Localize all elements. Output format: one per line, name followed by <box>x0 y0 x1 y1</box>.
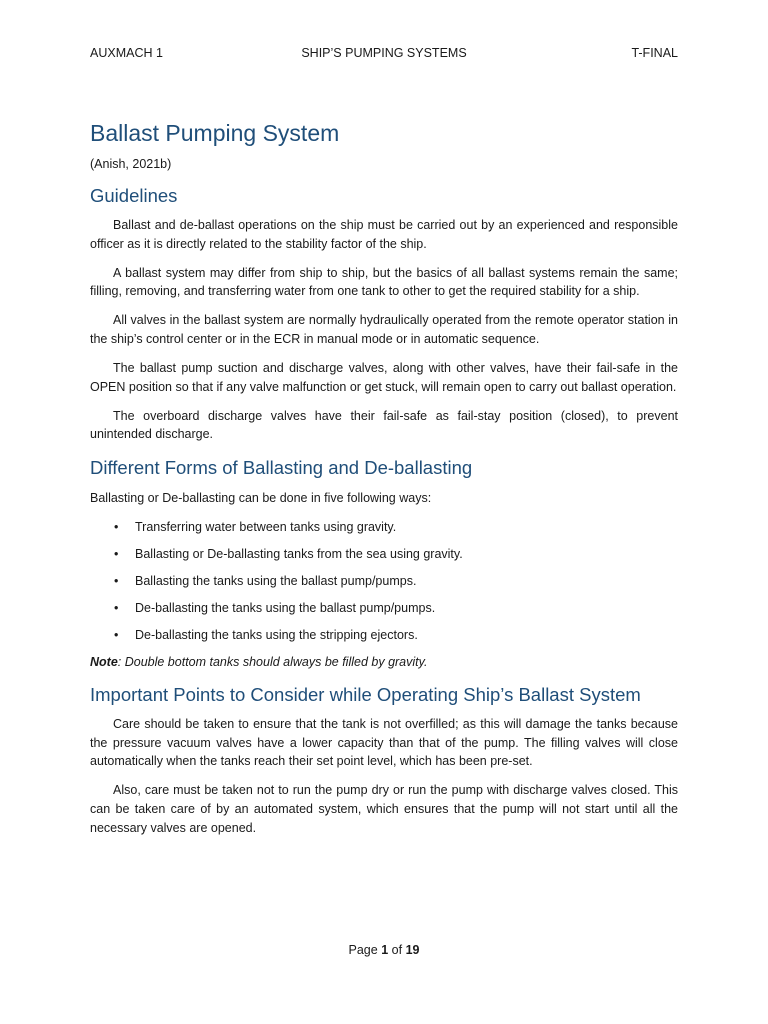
bullet-icon: • <box>114 628 119 643</box>
guidelines-paragraph: The overboard discharge valves have their fail-safe as fail-stay position (closed), to prevent unintended discharge. <box>90 408 678 442</box>
points-paragraph: Care should be taken to ensure that the tank is not overfilled; as this will damage the tanks because the pressure vacuum valves have a lower capacity than that of the pump. The filling valves will close automatically when the tanks reach their set point level, which has been pre-set. <box>90 717 678 769</box>
footer-current-page: 1 <box>381 943 389 957</box>
bullet-icon: • <box>114 546 119 561</box>
page-header <box>90 46 678 64</box>
forms-list <box>90 518 678 645</box>
header-term: T-FINAL <box>631 46 678 60</box>
note-text: : Double bottom tanks should always be filled by gravity. <box>117 655 428 670</box>
header-document-title: SHIP’S PUMPING SYSTEMS <box>301 46 467 60</box>
list-item-text: Ballasting or De-ballasting tanks from the sea using gravity. <box>135 546 463 561</box>
list-item-text: De-ballasting the tanks using the stripping ejectors. <box>135 628 418 643</box>
list-item-text: Transferring water between tanks using gravity. <box>135 519 397 534</box>
page-title: Ballast Pumping System <box>90 120 340 146</box>
page-footer <box>0 943 768 957</box>
bullet-icon: • <box>114 573 119 588</box>
bullet-icon: • <box>114 519 119 534</box>
list-item <box>90 545 678 564</box>
heading-guidelines: Guidelines <box>90 185 178 206</box>
guidelines-paragraph: All valves in the ballast system are normally hydraulically operated from the remote operator station in the ship’s control center or in the ECR in manual mode or in automatic sequence. <box>90 313 678 346</box>
footer-page-word: Page <box>348 943 378 957</box>
footer-of-word: of <box>391 943 403 957</box>
citation: (Anish, 2021b) <box>90 157 172 171</box>
list-item <box>90 518 678 537</box>
heading-important-points: Important Points to Consider while Operating Ship’s Ballast System <box>90 684 641 706</box>
bullet-icon: • <box>114 601 119 616</box>
header-course-code: AUXMACH 1 <box>90 46 163 60</box>
list-item <box>90 626 678 645</box>
list-item <box>90 572 678 591</box>
list-item-text: Ballasting the tanks using the ballast pump/pumps. <box>135 573 417 588</box>
heading-ballasting-forms: Different Forms of Ballasting and De-ballasting <box>90 456 473 478</box>
forms-intro: Ballasting or De-ballasting can be done in five following ways: <box>90 490 432 505</box>
points-paragraph: Also, care must be taken not to run the pump dry or run the pump with discharge valves closed. This can be taken care of by an automated system, which ensures that the pump will not start until all the necessary valves are opened. <box>90 783 678 835</box>
note-label: Note <box>90 655 118 670</box>
guidelines-paragraph: The ballast pump suction and discharge valves, along with other valves, have their fail-safe in the OPEN position so that if any valve malfunction or get stuck, will remain open to carry out ballast operation. <box>90 361 678 394</box>
note <box>90 653 678 672</box>
list-item <box>90 599 678 618</box>
list-item-text: De-ballasting the tanks using the ballast pump/pumps. <box>135 601 436 616</box>
footer-total-pages: 19 <box>405 943 420 957</box>
guidelines-paragraph: Ballast and de-ballast operations on the ship must be carried out by an experienced and responsible officer as it is directly related to the stability factor of the ship. <box>90 218 678 251</box>
page-content <box>90 118 678 837</box>
guidelines-paragraph: A ballast system may differ from ship to ship, but the basics of all ballast systems remain the same; filling, removing, and transferring water from one tank to other to get the required stability for a ship. <box>90 265 678 299</box>
